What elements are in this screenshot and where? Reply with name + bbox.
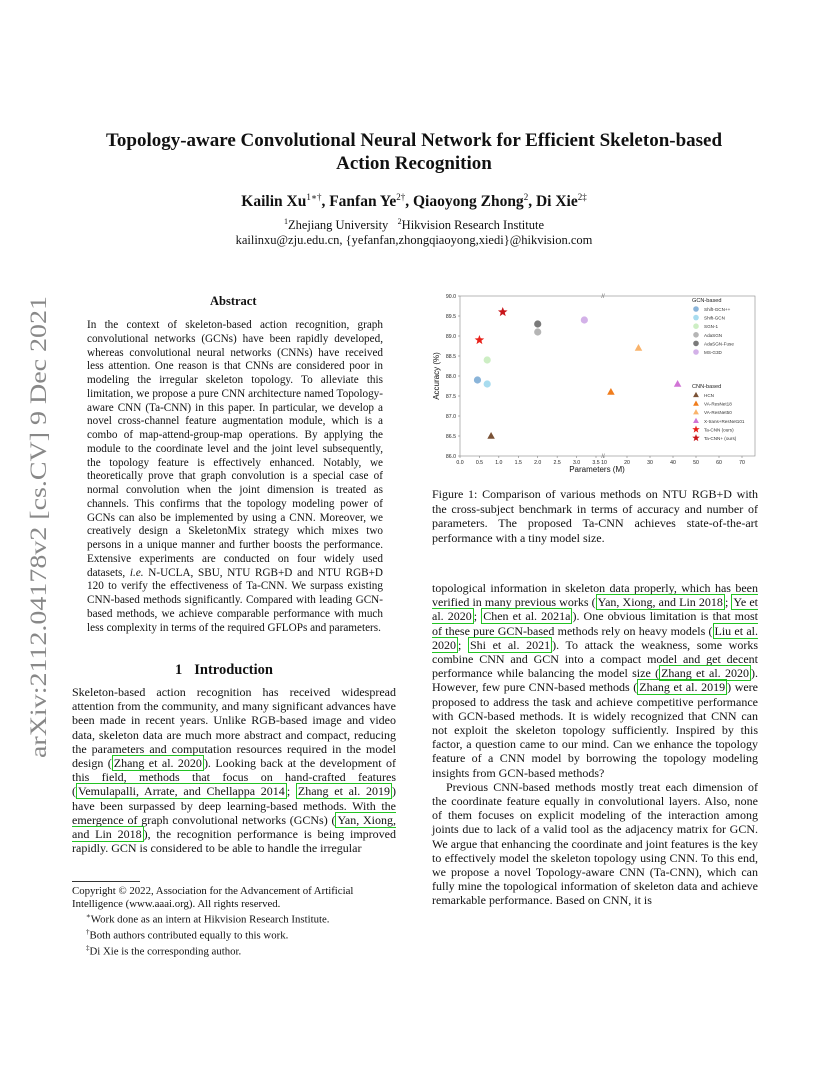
- footnote-text: Di Xie is the corresponding author.: [89, 945, 242, 958]
- legend-label: VA-ResNet50: [704, 410, 732, 416]
- legend-label: X-trans+ResNet101: [704, 418, 745, 424]
- y-tick-label: 89.5: [445, 314, 456, 320]
- legend-marker: [693, 323, 699, 329]
- legend-group-title: GCN-based: [692, 298, 722, 304]
- affiliation-mark: 1: [283, 217, 288, 226]
- legend-marker: [693, 306, 699, 312]
- citation-link[interactable]: Zhang et al. 2020: [113, 756, 202, 771]
- author-marks: 2†: [396, 192, 406, 202]
- author-separator: ,: [405, 193, 413, 211]
- body-text: ) have been surpassed by deep learning-based methods. With the emergence of graph convolutional networks (GCNs) (: [72, 784, 396, 827]
- footnote-text: Work done as an intern at Hikvision Research Institute.: [90, 913, 330, 926]
- body-text: ;: [458, 637, 468, 652]
- x-tick-label: 20: [624, 460, 630, 466]
- data-point-ta-cnn-ours-: [498, 307, 508, 316]
- footnote-3: [72, 942, 396, 958]
- y-tick-label: 86.0: [445, 454, 456, 460]
- citation-link[interactable]: Ye et al. 2020: [432, 595, 758, 624]
- abstract-text: In the context of skeleton-based action recognition, graph convolutional networks (GCNs) have been rapidly developed, whereas convolutional neural networks (CNNs) have received less attention. One reason is that CNNs are considered poor in modeling the irregular skeleton topology. To alleviate this limitation, we propose a pure CNN architecture named Topology-aware CNN (Ta-CNN) in this paper. In particular, we develop a novel cross-channel feature augmentation module, which is a combo of map-attend-group-map operations. By applying the module to the coordinate level and the joint level subsequently, the topology feature is effectively enhanced. Notably, we theoretically prove that graph convolution is a special case of normal convolution when the joint dimension is treated as channels. This confirms that the topology modeling power of GCNs can also be implemented by using a CNN. Moreover, we creatively design a SkeletonMix strategy which mixes two persons in a unique manner and further boosts the performance. Extensive experiments are conducted on four widely used datasets,: [87, 319, 383, 579]
- legend-marker: [692, 434, 699, 441]
- body-text: ). However, few pure CNN-based methods (: [432, 666, 758, 695]
- abstract-ie: i.e.: [129, 566, 144, 579]
- figure-1-scatter-chart: [425, 290, 760, 485]
- intro-right-column: [432, 581, 758, 908]
- axis-break-mark: //: [601, 454, 605, 460]
- x-tick-label: 2.0: [534, 460, 542, 466]
- citation-link[interactable]: Vemulapalli, Arrate, and Chellappa 2014: [78, 784, 285, 799]
- author-marks: 1∗†: [306, 192, 322, 202]
- legend-marker: [693, 401, 699, 406]
- data-point-ms-g3d: [581, 316, 588, 323]
- x-tick-label: 1.0: [495, 460, 503, 466]
- footnote-mark: ∗: [86, 912, 91, 920]
- author-name: Fanfan Ye: [329, 193, 397, 211]
- section-number: 1: [175, 662, 183, 678]
- legend-marker: [693, 418, 699, 423]
- y-tick-label: 88.5: [445, 354, 456, 360]
- data-point-shift-gcn: [484, 380, 491, 387]
- y-tick-label: 88.0: [445, 374, 456, 380]
- footnote-text: Both authors contributed equally to this work.: [89, 929, 289, 942]
- body-text: ). One obvious limitation is that most of these pure GCN-based methods rely on heavy models (: [432, 609, 758, 638]
- footnotes: [72, 885, 396, 958]
- intro-paragraph: Previous CNN-based methods mostly treat each dimension of the coordinate feature equally in convolutional layers. Also, none of them focuses on explicit modeling of the interaction among joints due to lack of a valid tool as the adjacency matrix for GCN. We argue that enhancing the coordinate and joint features is the key to effectively model the skeleton topology using CNN. To this end, we propose a novel Topology-aware CNN (Ta-CNN), which can fully mine the topological information of skeleton data and achieve remarkable performance. Based on CNN, it is: [432, 779, 758, 908]
- legend-marker: [692, 425, 699, 432]
- legend-marker: [693, 315, 699, 321]
- legend-label: HCN: [704, 393, 714, 398]
- body-text: ;: [724, 595, 732, 610]
- citation-link[interactable]: Zhang et al. 2019: [639, 680, 726, 695]
- author-name: Kailin Xu: [241, 193, 307, 211]
- figure-1-caption: Figure 1: Comparison of various methods on NTU RGB+D with the cross-subject benchmark in terms of accuracy and number of parameters. The proposed Ta-CNN achieves state-of-the-art performance with a tiny model size.: [432, 487, 758, 545]
- intro-left-column: [72, 685, 396, 855]
- x-tick-label: 1.5: [514, 460, 522, 466]
- legend-label: SGN-1: [704, 324, 719, 330]
- x-axis-label: Parameters (M): [569, 465, 625, 474]
- legend-label: Shift-GCN: [704, 315, 725, 321]
- copyright-notice: Copyright © 2022, Association for the Advancement of Artificial Intelligence (www.aaai.org). All rights reserved.: [72, 885, 354, 910]
- legend-label: Shift-GCN++: [704, 307, 731, 312]
- citation-link[interactable]: Zhang et al. 2020: [661, 666, 749, 681]
- legend-label: VA-ResNet18: [704, 401, 732, 407]
- body-text: ;: [286, 784, 296, 799]
- footnote-mark: ‡: [86, 944, 90, 953]
- author-separator: ,: [528, 193, 536, 211]
- y-tick-label: 90.0: [445, 294, 456, 300]
- legend-marker: [693, 409, 699, 414]
- x-tick-label: 0.5: [475, 460, 484, 466]
- body-text: ). To attack the weakness, some works combine CNN and GCN into a compact model and get decent performance while balancing the model size (: [432, 637, 758, 681]
- abstract-text-end: N-UCLA, SBU, NTU RGB+D and NTU RGB+D 120 to verify the effectiveness of Ta-CNN. We surpass existing CNN-based methods significantly. Compared with leading GCN-based methods, we achieve comparable performance with much less complexity in terms of the required GFLOPs and parameters.: [87, 566, 383, 634]
- legend-marker: [693, 341, 699, 347]
- data-point-x-trans-resnet101: [674, 380, 682, 387]
- y-tick-label: 87.0: [445, 414, 456, 420]
- legend-marker: [693, 392, 699, 397]
- legend-label: MS-G3D: [704, 350, 722, 355]
- abstract-body: [87, 319, 383, 635]
- legend-marker: [693, 349, 699, 355]
- author-name: Di Xie: [535, 193, 578, 211]
- data-point-va-resnet50: [635, 344, 643, 351]
- legend-label: AdaSGN-Fuse: [704, 341, 734, 347]
- x-tick-label: 3.0: [572, 460, 581, 466]
- citation-link[interactable]: Liu et al. 2020: [432, 623, 758, 652]
- section-title: Introduction: [194, 662, 273, 678]
- x-tick-label: 30: [647, 460, 653, 466]
- y-tick-label: 86.5: [445, 434, 456, 440]
- arxiv-identifier-stamp: [8, 292, 60, 762]
- author-marks: 2: [523, 192, 529, 202]
- author-marks: 2‡: [577, 192, 587, 202]
- data-point-hcn: [487, 432, 495, 439]
- data-point-va-resnet18: [607, 388, 615, 395]
- legend-marker: [693, 332, 699, 338]
- x-tick-label: 2.5: [553, 460, 561, 466]
- footnote-2: [72, 926, 396, 942]
- data-point-ta-cnn-ours-: [475, 335, 485, 344]
- author-name: Qiaoyong Zhong: [413, 193, 524, 211]
- body-text: ) were proposed to address the task and achieve competitive performance with GCN-based methods. It is widely recognized that CNN can not exploit the skeleton topology sufficiently. Inspired by this factor, a question came to our mind. Can we enhance the topology feature of a CNN model by borrowing the topology modeling insights from GCN-based methods?: [432, 680, 759, 780]
- author-emails: kailinxu@zju.edu.cn, {yefanfan,zhongqiaoyong,xiedi}@hikvision.com: [235, 233, 593, 247]
- legend-label: Ta-CNN+ (ours): [704, 436, 737, 441]
- footnote-mark: †: [86, 928, 90, 937]
- data-point-adasgn: [534, 328, 541, 335]
- legend-label: AdaSGN: [704, 332, 723, 338]
- author-list: [60, 192, 768, 211]
- chart-legend: [692, 298, 745, 441]
- intro-paragraph: [432, 581, 758, 780]
- affiliation-zju: Zhejiang University: [287, 218, 389, 233]
- x-tick-label: 40: [670, 460, 676, 466]
- body-text: ;: [473, 609, 482, 624]
- body-text: ), the recognition performance is being improved rapidly. GCN is considered to be able to handle the irregular: [72, 827, 396, 856]
- citation-link[interactable]: Yan, Xiong, and Lin 2018: [597, 595, 723, 610]
- x-tick-label: 10: [601, 460, 607, 466]
- paper-title-line-2: Action Recognition: [336, 153, 492, 174]
- paper-title-line-1: Topology-aware Convolutional Neural Network for Efficient Skeleton-based: [105, 130, 723, 151]
- y-tick-label: 87.5: [445, 394, 456, 400]
- citation-link[interactable]: Shi et al. 2021: [469, 637, 551, 652]
- citation-link[interactable]: Chen et al. 2021a: [483, 609, 571, 624]
- body-text: topological information in skeleton data properly, which has been verified in many previous works (: [432, 581, 758, 610]
- citation-link[interactable]: Yan, Xiong, and Lin 2018: [72, 812, 396, 842]
- abstract-heading: Abstract: [210, 294, 257, 308]
- y-axis-label: Accuracy (%): [432, 352, 441, 400]
- axis-break-mark: //: [601, 294, 605, 300]
- affiliations: [60, 217, 768, 233]
- data-point-adasgn-fuse: [534, 320, 541, 327]
- y-tick-label: 89.0: [445, 334, 456, 340]
- footnote-1: [72, 910, 396, 926]
- legend-label: Ta-CNN (ours): [704, 427, 734, 433]
- x-tick-label: 70: [739, 460, 745, 466]
- paper-title: [60, 129, 768, 175]
- body-text: Skeleton-based action recognition has received widespread attention from the community, and many significant advances have been made in recent years. Unlike RGB-based image and video data, skeleton data are much more abstract and compact, reducing the parameters and computation resources required in the model design (: [72, 685, 396, 771]
- citation-link[interactable]: Zhang et al. 2019: [297, 784, 390, 799]
- arxiv-identifier-text: arXiv:2112.04178v2 [cs.CV] 9 Dec 2021: [26, 378, 51, 758]
- x-tick-label: 3.5: [592, 460, 600, 466]
- affiliation-mark: 2: [397, 217, 402, 226]
- data-point-sgn-1: [484, 356, 491, 363]
- author-separator: ,: [321, 193, 330, 211]
- section-heading-introduction: [175, 662, 285, 679]
- x-tick-label: 60: [716, 460, 722, 466]
- x-tick-label: 0.0: [456, 460, 464, 466]
- x-tick-label: 50: [693, 460, 699, 466]
- legend-group-title: CNN-based: [692, 384, 722, 390]
- affiliation-hikvision: Hikvision Research Institute: [401, 218, 545, 233]
- footnote-rule: [72, 881, 140, 882]
- data-point-shift-gcn-: [474, 376, 481, 383]
- body-text: ). Looking back at the development of this field, methods that focus on hand-crafted features (: [72, 756, 396, 799]
